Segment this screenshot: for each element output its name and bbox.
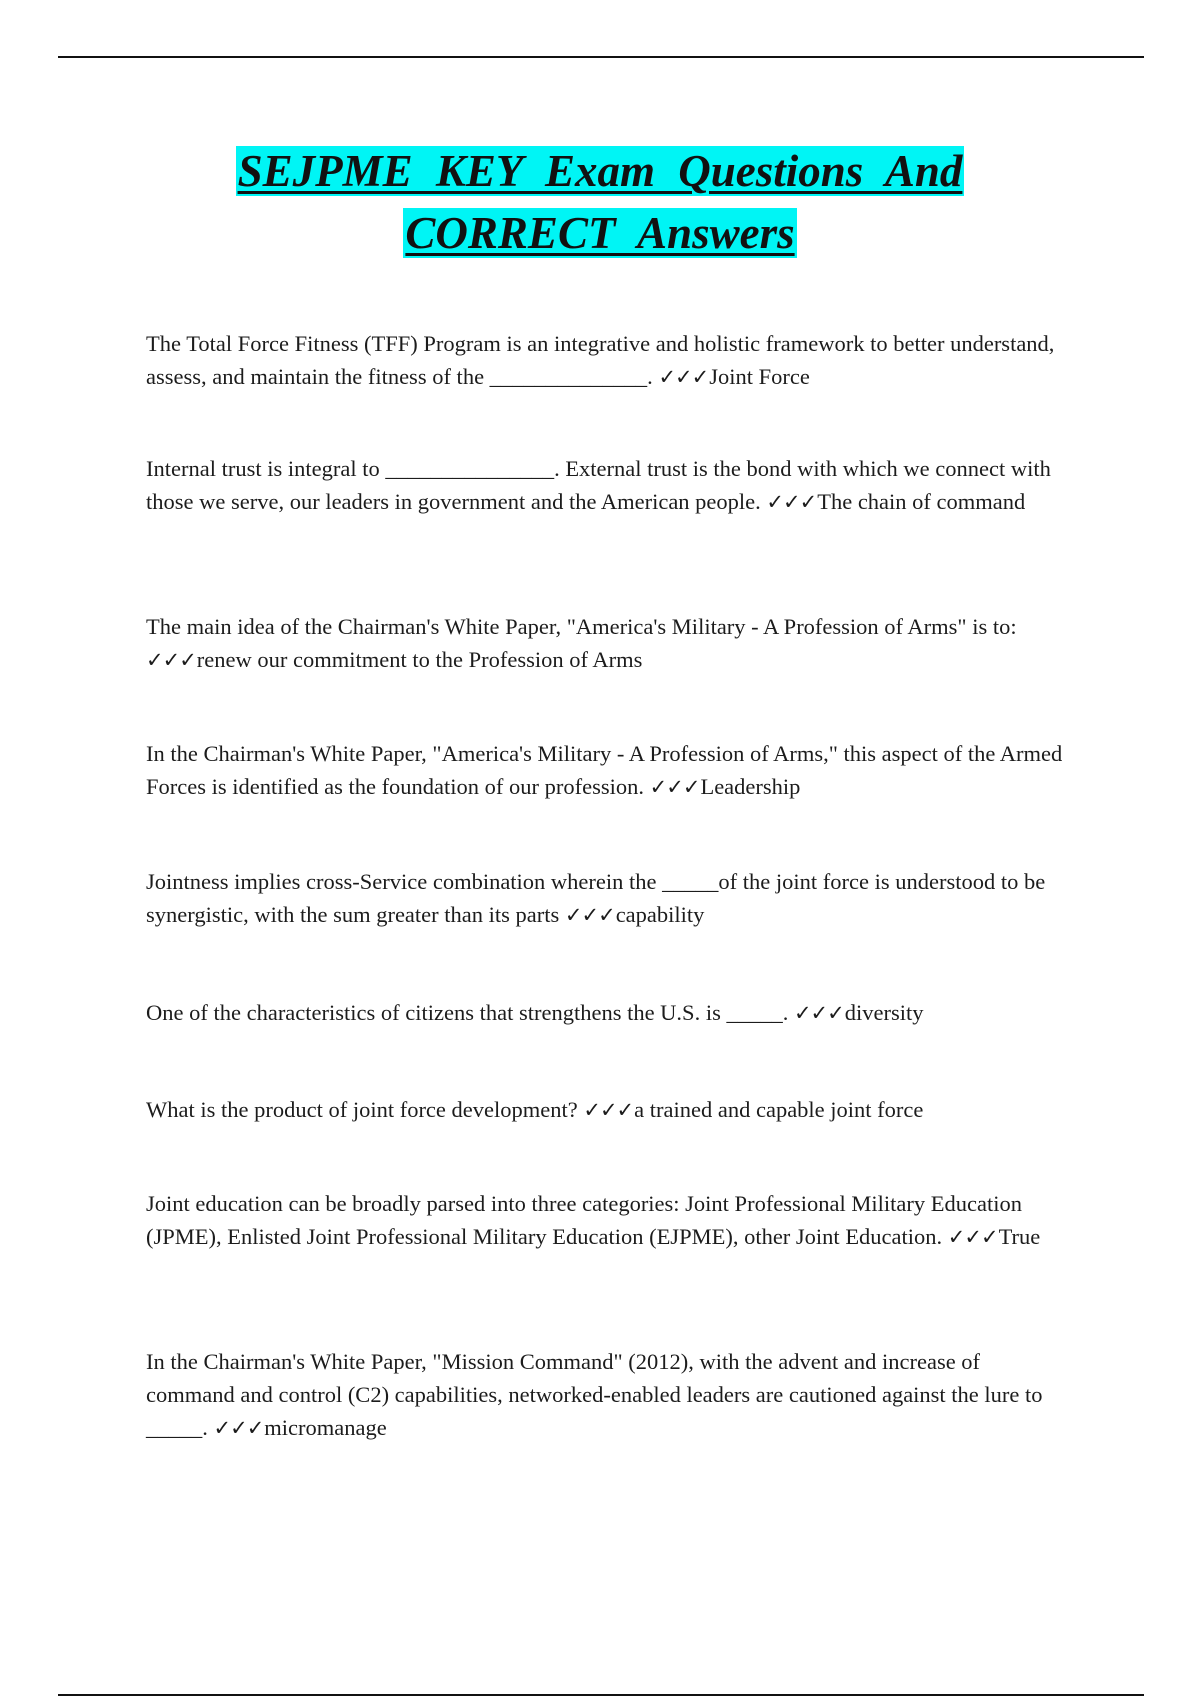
question-text: In the Chairman's White Paper, "America's Military - A Profession of Arms," this aspect of the Armed Forces is identified as the foundation of our profession. — [146, 741, 1063, 799]
qa-item-3 — [146, 610, 1066, 677]
answer-text: capability — [615, 902, 705, 927]
title-line-2: CORRECT Answers — [405, 208, 795, 258]
answer-text: micromanage — [264, 1415, 387, 1440]
question-text: Joint education can be broadly parsed into three categories: Joint Professional Military Education (JPME), Enlisted Joint Professional Military Education (EJPME), other Joint Education. — [146, 1191, 1023, 1249]
qa-item-9 — [146, 1345, 1066, 1445]
qa-item-1 — [146, 327, 1066, 394]
qa-item-6 — [146, 996, 1066, 1030]
triple-check-icon: ✓✓✓ — [146, 648, 196, 672]
qa-item-4 — [146, 737, 1066, 804]
triple-check-icon: ✓✓✓ — [658, 365, 709, 389]
answer-text: Joint Force — [709, 364, 810, 389]
title-line-1: SEJPME KEY Exam Questions And — [237, 146, 963, 196]
question-text: Jointness implies cross-Service combination wherein the _____of the joint force is understood to be synergistic, with the sum greater than its parts — [146, 869, 1046, 927]
qa-item-5 — [146, 865, 1066, 932]
question-text: Internal trust is integral to _______________. External trust is the bond with which we connect with those we serve, our leaders in government and the American people. — [146, 456, 1051, 514]
triple-check-icon: ✓✓✓ — [947, 1225, 998, 1249]
bottom-rule — [58, 1694, 1144, 1696]
question-text: One of the characteristics of citizens that strengthens the U.S. is _____. — [146, 1000, 789, 1025]
answer-text: diversity — [844, 1000, 924, 1025]
triple-check-icon: ✓✓✓ — [766, 490, 817, 514]
answer-text: renew our commitment to the Profession of Arms — [196, 647, 643, 672]
top-rule — [58, 56, 1144, 58]
answer-text: a trained and capable joint force — [634, 1097, 924, 1122]
triple-check-icon: ✓✓✓ — [583, 1098, 634, 1122]
qa-item-2 — [146, 452, 1066, 519]
question-text: The main idea of the Chairman's White Paper, "America's Military - A Profession of Arms" is to: — [146, 614, 1017, 639]
question-text: What is the product of joint force development? — [146, 1097, 578, 1122]
answer-text: The chain of command — [817, 489, 1026, 514]
qa-item-7 — [146, 1093, 1066, 1127]
question-text: The Total Force Fitness (TFF) Program is an integrative and holistic framework to better understand, assess, and maintain the fitness of the ______________. — [146, 331, 1055, 389]
answer-text: True — [998, 1224, 1041, 1249]
triple-check-icon: ✓✓✓ — [793, 1001, 844, 1025]
triple-check-icon: ✓✓✓ — [649, 775, 700, 799]
triple-check-icon: ✓✓✓ — [213, 1416, 264, 1440]
triple-check-icon: ✓✓✓ — [564, 903, 615, 927]
document-title — [0, 140, 1200, 264]
qa-item-8 — [146, 1187, 1066, 1254]
answer-text: Leadership — [700, 774, 801, 799]
question-text: In the Chairman's White Paper, "Mission Command" (2012), with the advent and increase of command and control (C2) capabilities, networked-enabled leaders are cautioned against the lure to _____. — [146, 1349, 1043, 1440]
